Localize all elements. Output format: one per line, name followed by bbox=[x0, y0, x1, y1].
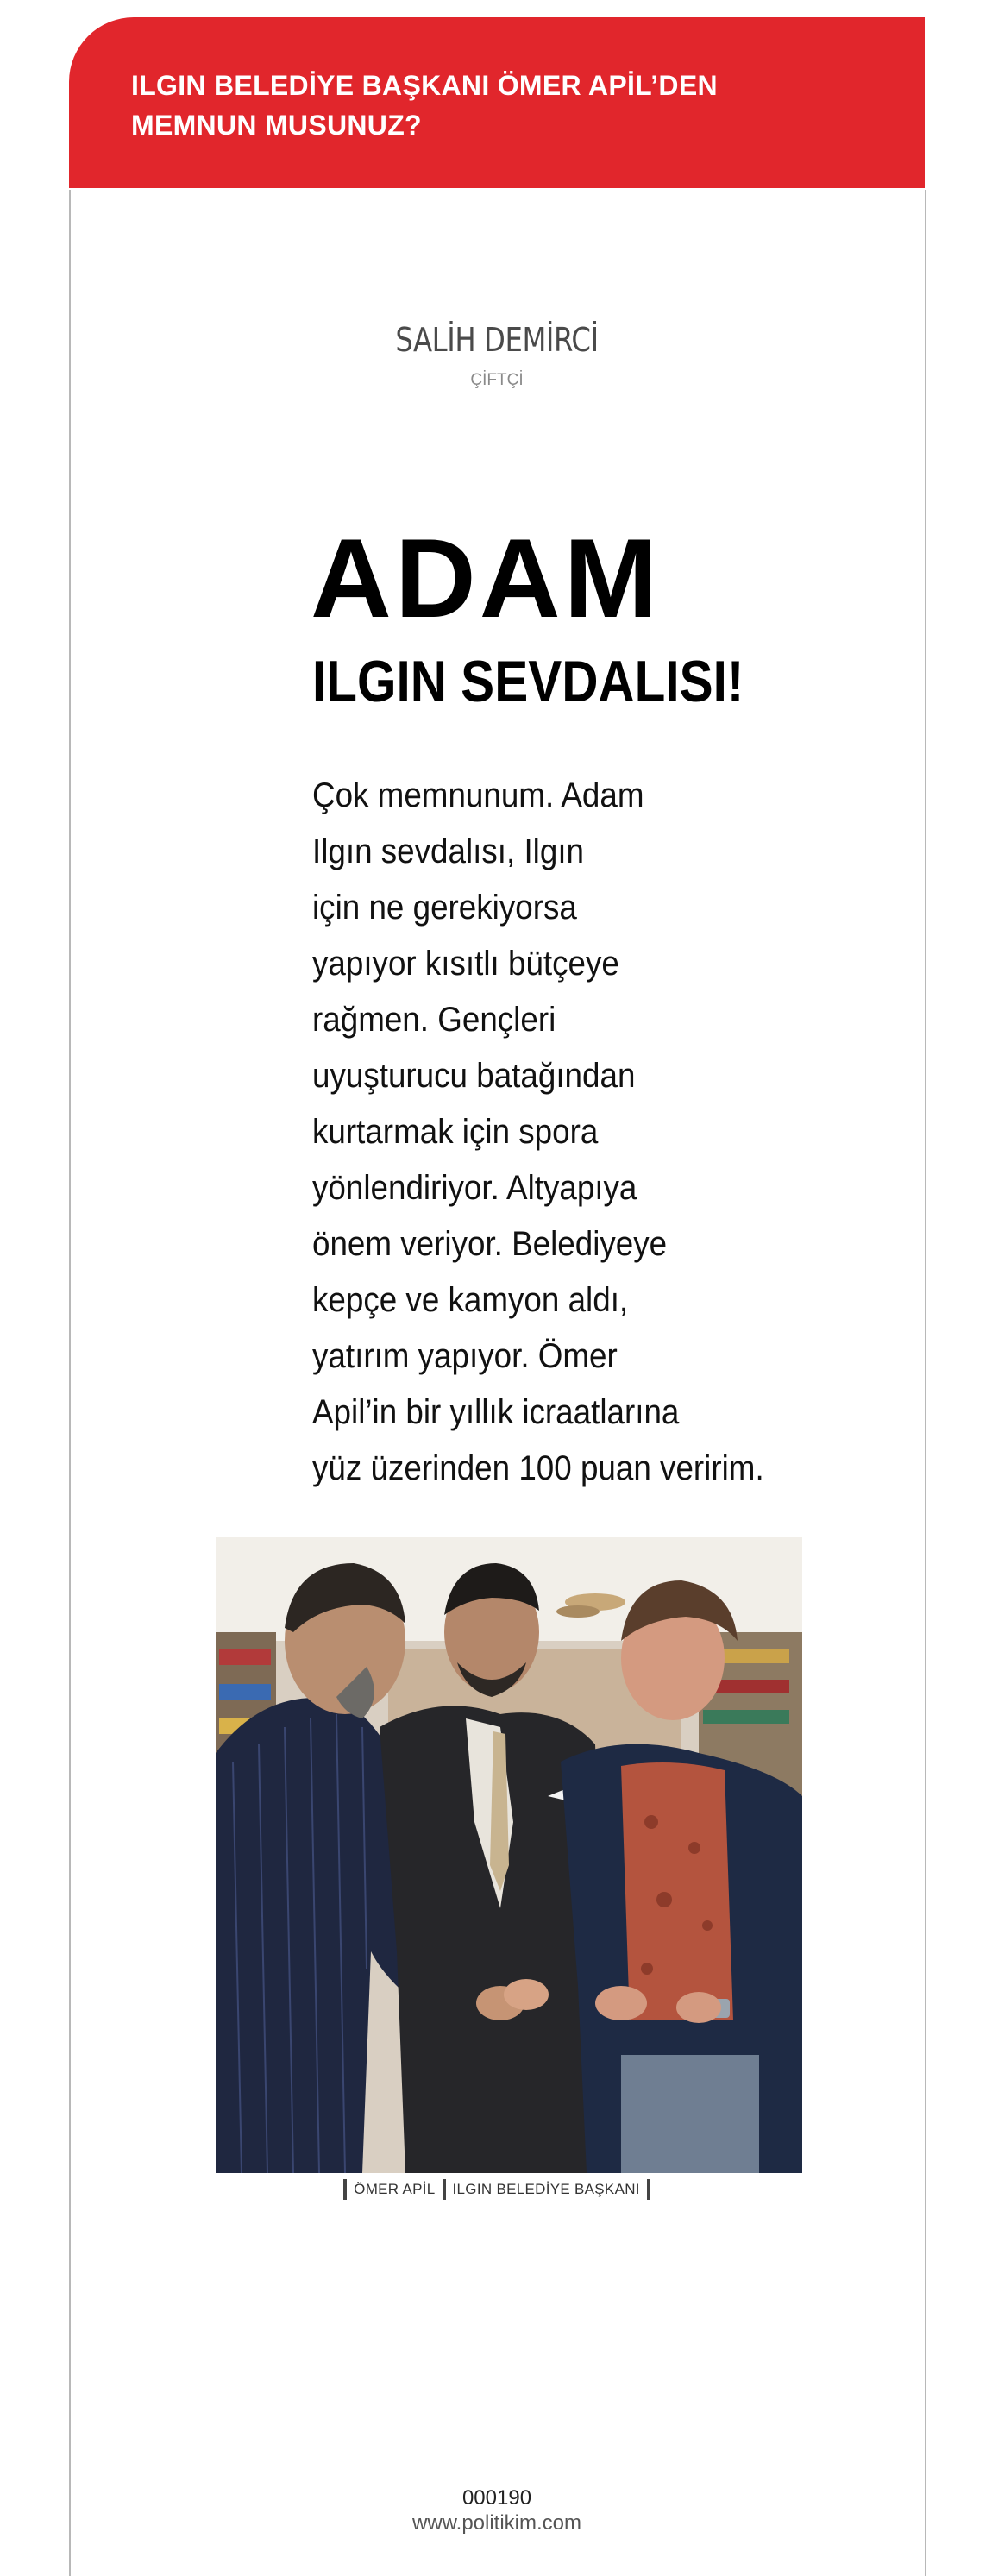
body-line: yapıyor kısıtlı bütçeye bbox=[312, 945, 619, 983]
caption-divider bbox=[647, 2179, 650, 2200]
body-line: kepçe ve kamyon aldı, bbox=[312, 1281, 629, 1319]
news-photo bbox=[216, 1537, 802, 2173]
body-text bbox=[312, 768, 916, 1497]
author-name: SALİH DEMİRCİ bbox=[395, 321, 599, 359]
caption-divider bbox=[343, 2179, 347, 2200]
body-line: Ilgın sevdalısı, Ilgın bbox=[312, 832, 585, 870]
photo-three-men-handshake-icon bbox=[216, 1537, 802, 2173]
header-banner bbox=[69, 17, 925, 188]
caption-title: ILGIN BELEDİYE BAŞKANI bbox=[452, 2181, 640, 2197]
caption-divider bbox=[443, 2179, 446, 2200]
body-line: yatırım yapıyor. Ömer bbox=[312, 1337, 618, 1375]
header-title-line-2: MEMNUN MUSUNUZ? bbox=[131, 110, 422, 141]
body-line: yönlendiriyor. Altyapıya bbox=[312, 1169, 637, 1207]
headline-secondary: ILGIN SEVDALISI! bbox=[312, 649, 744, 714]
document-page bbox=[69, 17, 925, 2576]
body-line: yüz üzerinden 100 puan veririm. bbox=[312, 1449, 764, 1487]
body-line: Apil’in bir yıllık icraatlarına bbox=[312, 1393, 680, 1431]
body-line: rağmen. Gençleri bbox=[312, 1001, 556, 1039]
author-role: ÇİFTÇİ bbox=[470, 371, 524, 389]
caption-name: ÖMER APİL bbox=[354, 2181, 436, 2197]
header-title bbox=[131, 66, 873, 145]
photo-caption bbox=[69, 2179, 925, 2200]
body-line: kurtarmak için spora bbox=[312, 1113, 599, 1151]
footer-url: www.politikim.com bbox=[411, 2511, 582, 2535]
body-line: önem veriyor. Belediyeye bbox=[312, 1225, 668, 1263]
body-line: uyuşturucu batağından bbox=[312, 1057, 636, 1095]
body-line: için ne gerekiyorsa bbox=[312, 889, 577, 927]
header-title-line-1: ILGIN BELEDİYE BAŞKANI ÖMER APİL’DEN bbox=[131, 70, 718, 101]
body-line: Çok memnunum. Adam bbox=[312, 776, 644, 814]
footer-code: 000190 bbox=[461, 2486, 532, 2510]
headline-primary: ADAM bbox=[311, 515, 661, 641]
